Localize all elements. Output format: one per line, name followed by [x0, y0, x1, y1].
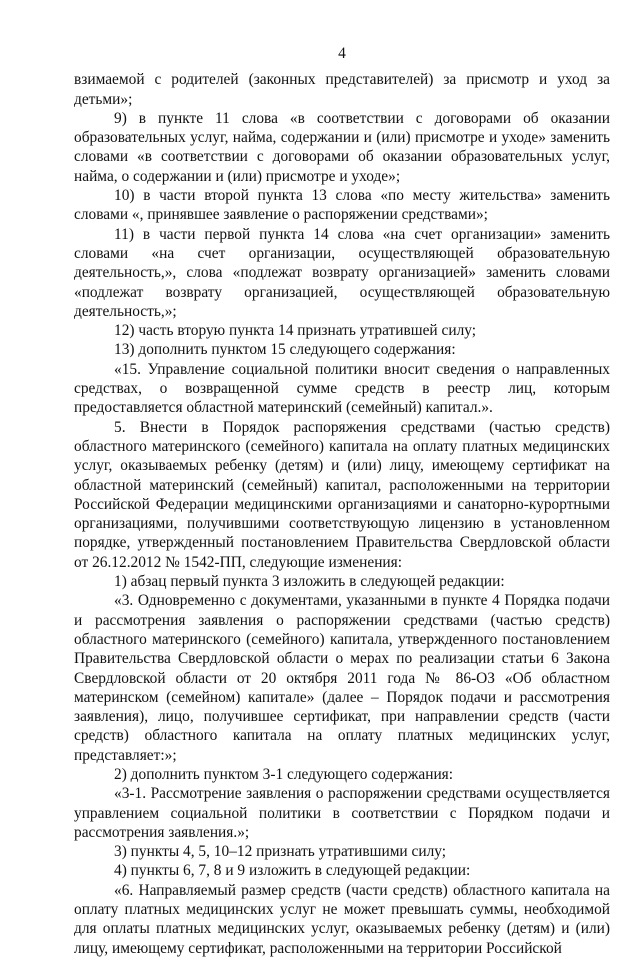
paragraph: 2) дополнить пунктом 3-1 следующего содержания: [114, 765, 454, 783]
paragraph: «3. Одновременно с документами, указанными в пункте 4 Порядка подачи и рассмотрения заявления о распоряжении средствами (частью средств) областного материнского (семейного) капитала, утвержденного постановлением Правительства Свердловской области о мерах по реализации статьи 6 Закона Свердловской области от 20 октября 2011 года № 86-ОЗ «Об областном материнском (семейном) капитале» (далее – Порядок подачи и рассмотрения заявления), лицо, получившее сертификат, при направлении средств (части средств) областного капитала на оплату платных медицинских услуг, представляет:»; [74, 592, 610, 764]
paragraph: 12) часть вторую пункта 14 признать утратившей силу; [114, 322, 477, 340]
paragraph: «15. Управление социальной политики вносит сведения о направленных средствах, о возвращенной сумме средств в реестр лиц, которым предоставляется областной материнский (семейный) капитал.». [74, 360, 610, 417]
paragraph: «3-1. Рассмотрение заявления о распоряжении средствами осуществляется управлением социальной политики в соответствии с Порядком подачи и рассмотрения заявления.»; [74, 785, 610, 841]
paragraph: 10) в части второй пункта 13 слова «по месту жительства» заменить словами «, принявшее заявление о распоряжении средствами»; [74, 187, 610, 224]
paragraph: 9) в пункте 11 слова «в соответствии с договорами об оказании образовательных услуг, найма, содержании и (или) присмотре и уходе» заменить словами «в соответствии с договорами об оказании образовательных услуг, найма, о содержании и (или) присмотре и уходе»; [74, 109, 610, 185]
paragraph: «6. Направляемый размер средств (части средств) областного капитала на оплату платных медицинских услуг не может превышать суммы, необходимой для оплаты платных медицинских услуг, оказываемых ребенку (детям) и (или) лицу, имеющему сертификат, расположенными на территории Российской [74, 881, 610, 957]
page-number: 4 [338, 45, 346, 62]
paragraph: 5. Внести в Порядок распоряжения средствами (частью средств) областного материнского (семейного) капитала на оплату платных медицинских услуг, оказываемых ребенку (детям) и (или) лицу, имеющему сертификат на областной материнский (семейный) капитал, расположенными на территории Российской Федерации медицинскими организациями и санаторно-курортными организациями, получившими соответствующую лицензию в установленном порядке, утвержденный постановлением Правительства Свердловской области от 26.12.2012 № 1542-ПП, следующие изменения: [74, 418, 610, 571]
paragraph: 1) абзац первый пункта 3 изложить в следующей редакции: [114, 573, 505, 591]
paragraph: 4) пункты 6, 7, 8 и 9 изложить в следующей редакции: [114, 862, 471, 880]
document-body [74, 70, 610, 958]
paragraph: 13) дополнить пунктом 15 следующего содержания: [114, 341, 456, 359]
paragraph: взимаемой с родителей (законных представителей) за присмотр и уход за детьми»; [74, 71, 610, 108]
paragraph: 11) в части первой пункта 14 слова «на счет организации» заменить словами «на счет организации, осуществляющей образовательную деятельность,», слова «подлежат возврату организацией» заменить словами «подлежат возврату организацией, осуществляющей образовательную деятельность,»; [74, 225, 610, 320]
paragraph: 3) пункты 4, 5, 10–12 признать утратившими силу; [114, 843, 447, 861]
